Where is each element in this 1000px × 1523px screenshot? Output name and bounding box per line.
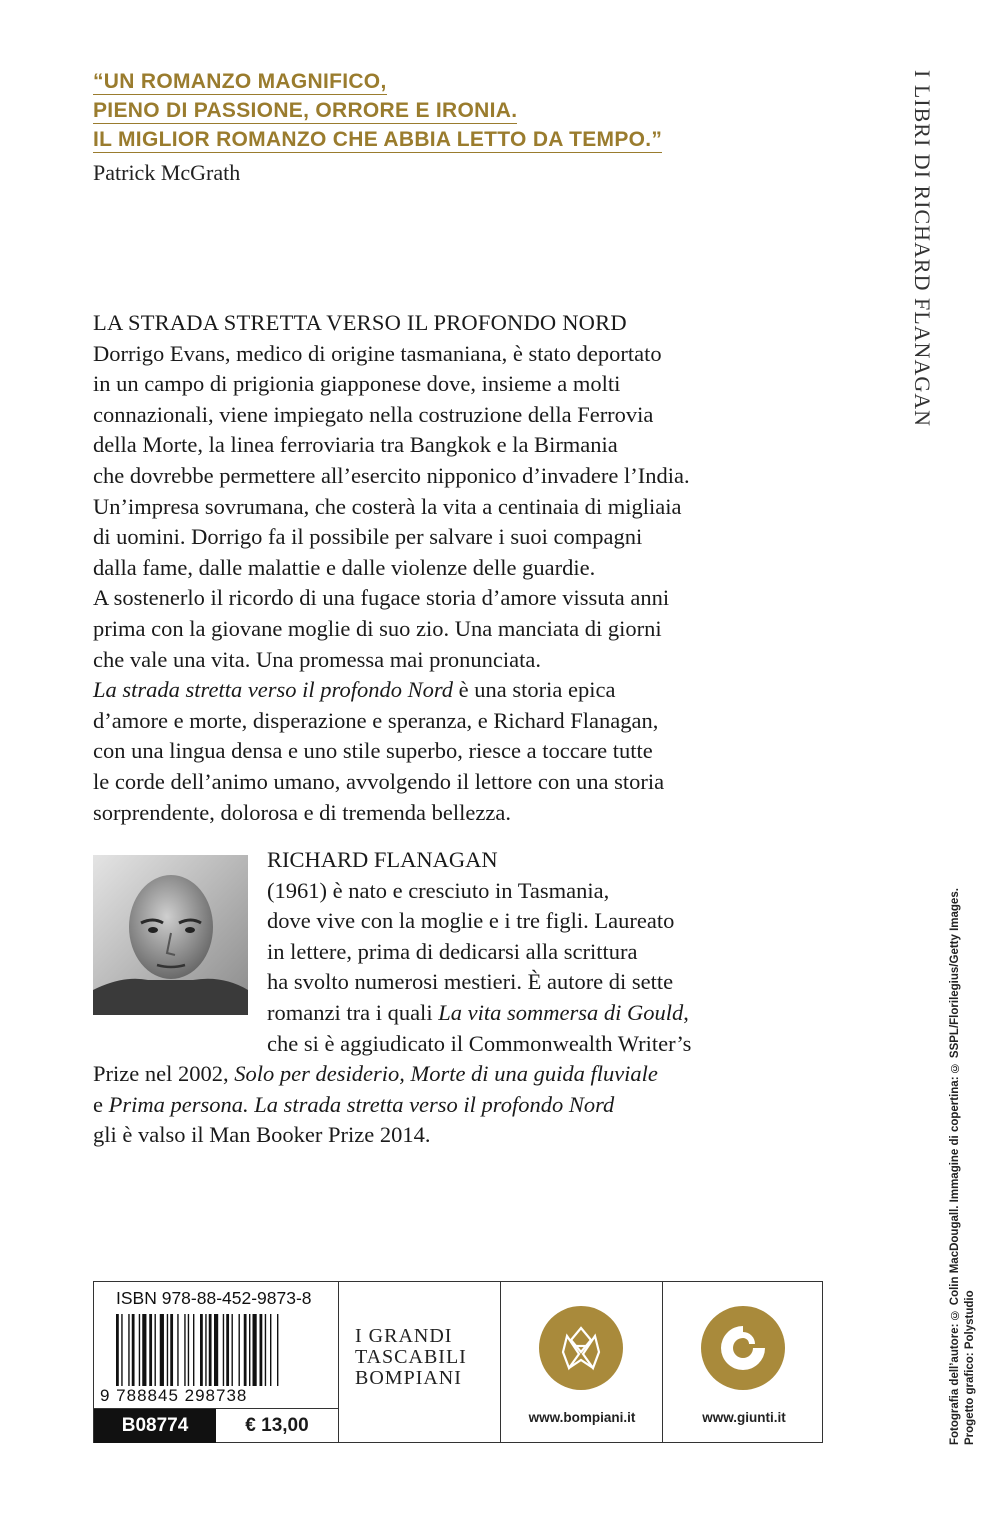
bompiani-logo-icon (539, 1306, 623, 1390)
synopsis-line: che dovrebbe permettere all’esercito nipponico d’invadere l’India. (93, 462, 690, 488)
quote-line: IL MIGLIOR ROMANZO CHE ABBIA LETTO DA TEMPO.” (93, 128, 663, 151)
bio-text: Prize nel 2002, (93, 1061, 235, 1087)
bio-line: gli è valso il Man Booker Prize 2014. (93, 1122, 431, 1148)
price: € 13,00 (216, 1409, 339, 1443)
quote-author: Patrick McGrath (93, 160, 241, 185)
bio-text: , (683, 999, 689, 1025)
synopsis-line (93, 675, 813, 706)
bio-line (93, 1090, 813, 1121)
series-line: TASCABILI (355, 1346, 467, 1368)
isbn-label: ISBN 978-88-452-9873-8 (116, 1288, 312, 1308)
series-logo (339, 1282, 501, 1442)
synopsis-line: prima con la giovane moglie di suo zio. Una manciata di giorni (93, 615, 662, 641)
credits-line: Progetto grafico: Polystudio (964, 1290, 976, 1445)
bompiani-site[interactable]: www.bompiani.it (528, 1410, 636, 1425)
bio-line: dove vive con la moglie e i tre figli. Laureato (267, 908, 675, 934)
quote-line: “UN ROMANZO MAGNIFICO, (93, 70, 387, 93)
synopsis-text: è una storia epica (453, 677, 616, 703)
synopsis-line: della Morte, la linea ferroviaria tra Bangkok e la Birmania (93, 432, 618, 458)
author-name: RICHARD FLANAGAN (267, 847, 498, 872)
bio-title-italic: Solo per desiderio, Morte di una guida fluviale (234, 1061, 658, 1087)
synopsis-line: A sostenerlo il ricordo di una fugace storia d’amore vissuta anni (93, 585, 670, 611)
spine-title: I LIBRI DI RICHARD FLANAGAN (910, 70, 935, 427)
book-title: LA STRADA STRETTA VERSO IL PROFONDO NORD (93, 310, 627, 335)
bio-line (93, 998, 813, 1029)
series-name (355, 1326, 467, 1389)
product-code: B08774 (94, 1409, 216, 1443)
synopsis-line: connazionali, viene impiegato nella costruzione della Ferrovia (93, 401, 654, 427)
synopsis-line: che vale una vita. Una promessa mai pronunciata. (93, 646, 541, 672)
series-line: BOMPIANI (355, 1367, 462, 1389)
bio-line: (1961) è nato e cresciuto in Tasmania, (267, 877, 610, 903)
synopsis (93, 308, 813, 828)
pull-quote (93, 68, 733, 155)
giunti-block (663, 1282, 825, 1442)
bompiani-block (501, 1282, 663, 1442)
synopsis-line: con una lingua densa e uno stile superbo, riesce a toccare tutte (93, 738, 653, 764)
book-title-italic: La strada stretta verso il profondo Nord (93, 677, 454, 703)
credits (948, 855, 988, 1445)
bio-title-italic: Prima persona. La strada stretta verso il profondo Nord (108, 1091, 615, 1117)
bio-text: romanzi tra i quali (267, 999, 439, 1025)
synopsis-line: d’amore e morte, disperazione e speranza, e Richard Flanagan, (93, 707, 659, 733)
bio-text: e (93, 1091, 109, 1117)
barcode-digits: 9 788845 298738 (100, 1386, 248, 1405)
credits-line: Fotografia dell’autore: © Colin MacDougall. Immagine di copertina: © SSPL/Florilegius/Getty Images. (949, 888, 961, 1445)
bottom-info-box (93, 1281, 823, 1443)
synopsis-line: sorprendente, dolorosa e di tremenda bellezza. (93, 799, 511, 825)
giunti-logo-icon (701, 1306, 785, 1390)
bio-line: che si è aggiudicato il Commonwealth Writer’s (267, 1030, 692, 1056)
giunti-site[interactable]: www.giunti.it (702, 1410, 786, 1425)
synopsis-line: le corde dell’animo umano, avvolgendo il lettore con una storia (93, 768, 665, 794)
author-bio (93, 845, 813, 1151)
quote-line: PIENO DI PASSIONE, ORRORE E IRONIA. (93, 99, 518, 122)
bio-line: ha svolto numerosi mestieri. È autore di sette (267, 969, 674, 995)
synopsis-line: in un campo di prigionia giapponese dove, insieme a molti (93, 371, 621, 397)
series-line: I GRANDI (355, 1325, 453, 1347)
synopsis-line: Un’impresa sovrumana, che costerà la vita a centinaia di migliaia (93, 493, 682, 519)
barcode-icon (116, 1314, 326, 1386)
synopsis-line: di uomini. Dorrigo fa il possibile per salvare i suoi compagni (93, 524, 643, 550)
bio-title-italic: La vita sommersa di Gould (438, 999, 684, 1025)
bio-line: in lettere, prima di dedicarsi alla scrittura (267, 938, 638, 964)
bio-line (93, 1059, 813, 1090)
barcode-area (94, 1282, 339, 1409)
synopsis-line: dalla fame, dalle malattie e dalle violenze delle guardie. (93, 554, 596, 580)
synopsis-line: Dorrigo Evans, medico di origine tasmaniana, è stato deportato (93, 340, 662, 366)
